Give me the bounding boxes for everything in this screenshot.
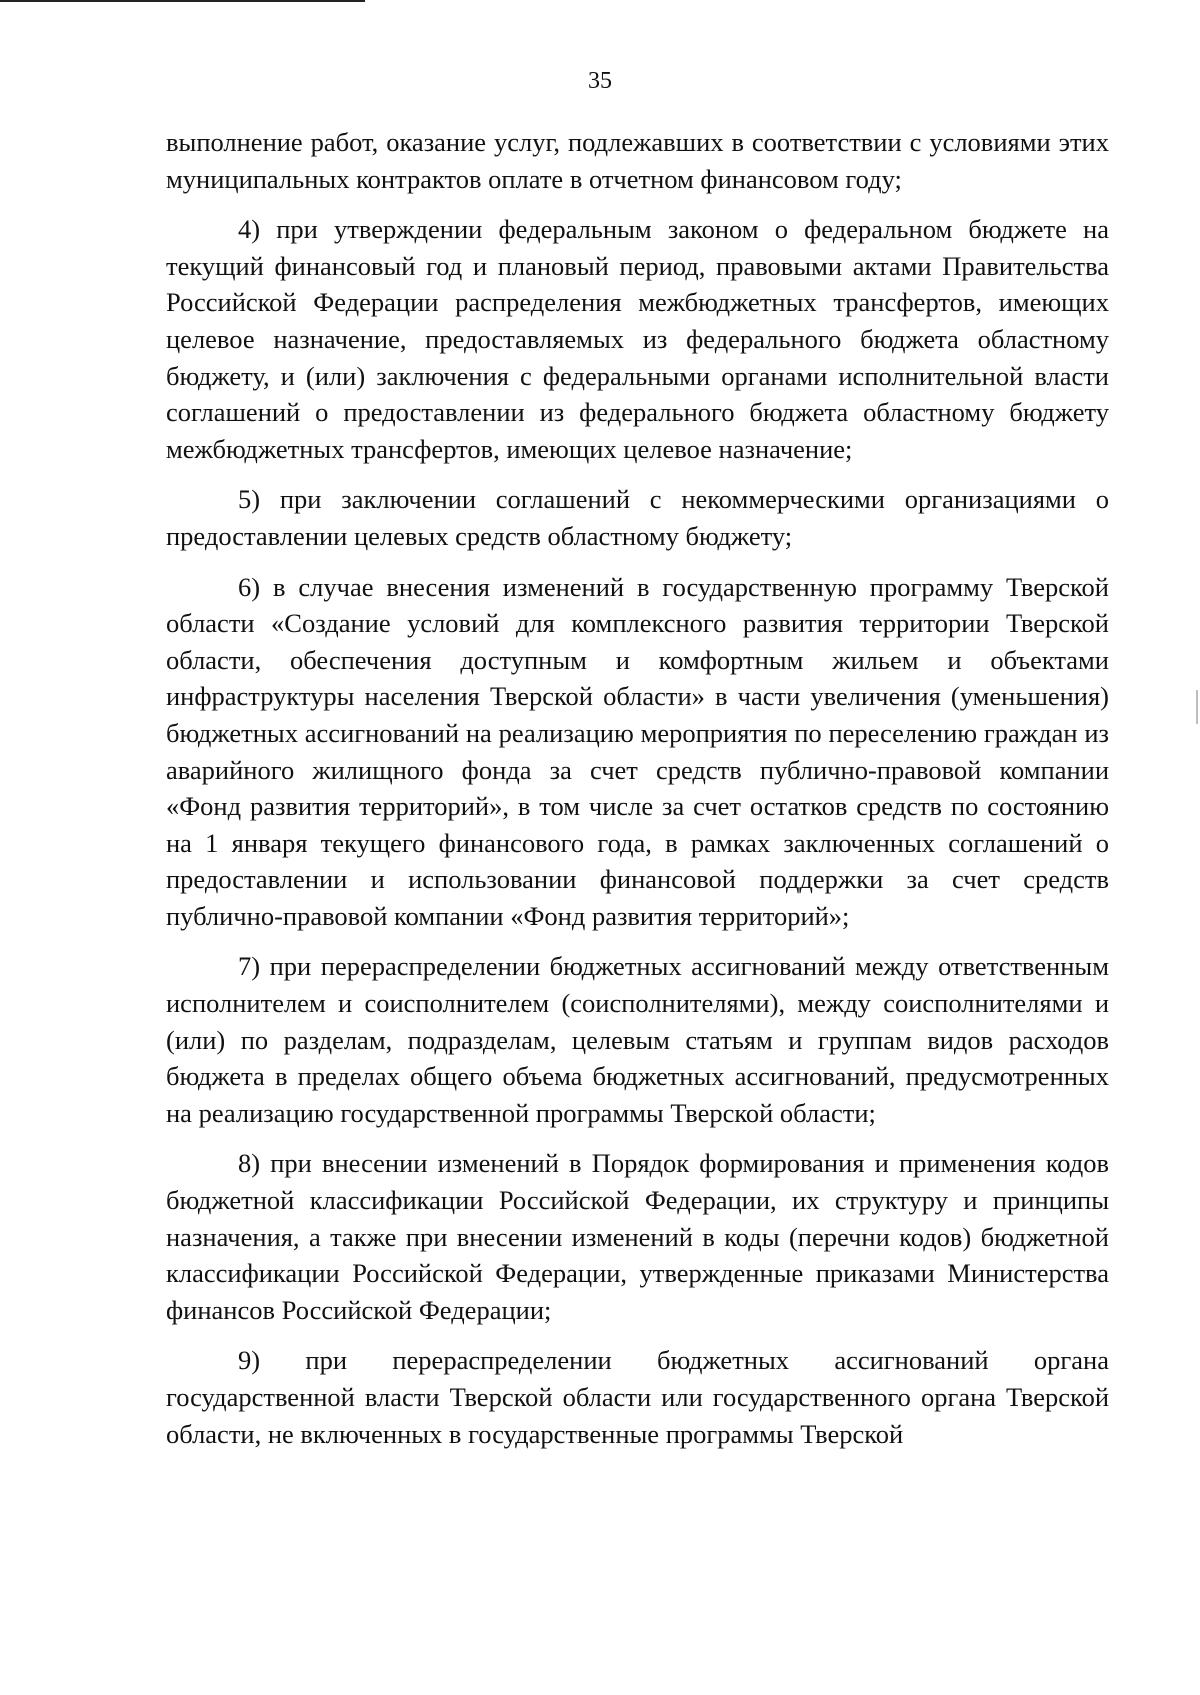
scan-edge-mark	[1196, 690, 1198, 724]
paragraph-continuation: выполнение работ, оказание услуг, подлежавших в соответствии с условиями этих муниципальных контрактов оплате в отчетном финансовом году;	[166, 127, 1109, 194]
paragraph-item-8: 8) при внесении изменений в Порядок формирования и применения кодов бюджетной классификации Российской Федерации, их структуру и принципы назначения, а также при внесении изменений в коды (перечни кодов) бюджетной классификации Российской Федерации, утвержденные приказами Министерства финансов Российской Федерации;	[166, 1148, 1109, 1325]
paragraph-item-7: 7) при перераспределении бюджетных ассигнований между ответственным исполнителем и соисполнителем (соисполнителями), между соисполнителями и (или) по разделам, подразделам, целевым статьям и группам видов расходов бюджета в пределах общего объема бюджетных ассигнований, предусмотренных на реализацию государственной программы Тверской области;	[166, 951, 1109, 1128]
paragraph-item-5: 5) при заключении соглашений с некоммерческими организациями о предоставлении целевых средств областному бюджету;	[166, 484, 1109, 551]
scan-top-rule	[0, 0, 365, 2]
paragraph-item-4: 4) при утверждении федеральным законом о федеральном бюджете на текущий финансовый год и плановый период, правовыми актами Правительства Российской Федерации распределения межбюджетных трансфертов, имеющих целевое назначение, предоставляемых из федерального бюджета областному бюджету, и (или) заключения с федеральными органами исполнительной власти соглашений о предоставлении из федерального бюджета областному бюджету межбюджетных трансфертов, имеющих целевое назначение;	[166, 214, 1109, 464]
document-body	[166, 124, 1109, 1452]
paragraph-item-9: 9) при перераспределении бюджетных ассигнований органа государственной власти Тверской области или государственного органа Тверской области, не включенных в государственные программы Тверской	[166, 1345, 1109, 1449]
paragraph-item-6: 6) в случае внесения изменений в государственную программу Тверской области «Создание условий для комплексного развития территории Тверской области, обеспечения доступным и комфортным жильем и объектами инфраструктуры населения Тверской области» в части увеличения (уменьшения) бюджетных ассигнований на реализацию мероприятия по переселению граждан из аварийного жилищного фонда за счет средств публично-правовой компании «Фонд развития территорий», в том числе за счет остатков средств по состоянию на 1 января текущего финансового года, в рамках заключенных соглашений о предоставлении и использовании финансовой поддержки за счет средств публично-правовой компании «Фонд развития территорий»;	[166, 571, 1109, 931]
page-number: 35	[588, 68, 612, 94]
